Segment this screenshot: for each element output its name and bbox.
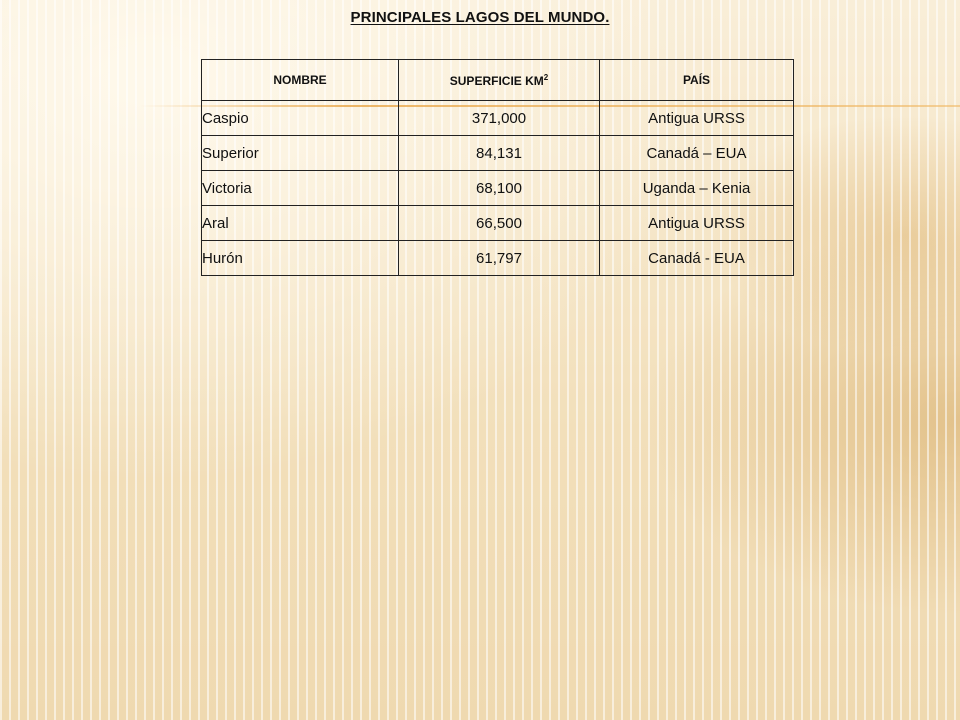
lake-name: Superior [202, 136, 399, 171]
lake-name: Hurón [202, 241, 399, 276]
lake-area: 371,000 [399, 101, 600, 136]
header-name: NOMBRE [202, 60, 399, 101]
table-row [202, 136, 794, 171]
header-country: PAÍS [600, 60, 794, 101]
lake-country: Antigua URSS [600, 101, 794, 136]
lake-country: Canadá – EUA [600, 136, 794, 171]
table-header-row [202, 60, 794, 101]
lake-area: 68,100 [399, 171, 600, 206]
lake-country: Canadá - EUA [600, 241, 794, 276]
header-area [399, 60, 600, 101]
lake-country: Uganda – Kenia [600, 171, 794, 206]
lake-country: Antigua URSS [600, 206, 794, 241]
table-row [202, 241, 794, 276]
table-row [202, 101, 794, 136]
header-area-superscript: 2 [543, 72, 549, 82]
header-area-label: SUPERFICIE KM [449, 73, 544, 88]
lake-area: 66,500 [399, 206, 600, 241]
lake-area: 84,131 [399, 136, 600, 171]
lake-name: Victoria [202, 171, 399, 206]
lake-area: 61,797 [399, 241, 600, 276]
lake-name: Aral [202, 206, 399, 241]
lakes-table [201, 59, 794, 276]
lake-name: Caspio [202, 101, 399, 136]
table-row [202, 171, 794, 206]
table-row [202, 206, 794, 241]
slide-title: PRINCIPALES LAGOS DEL MUNDO. [350, 9, 610, 26]
